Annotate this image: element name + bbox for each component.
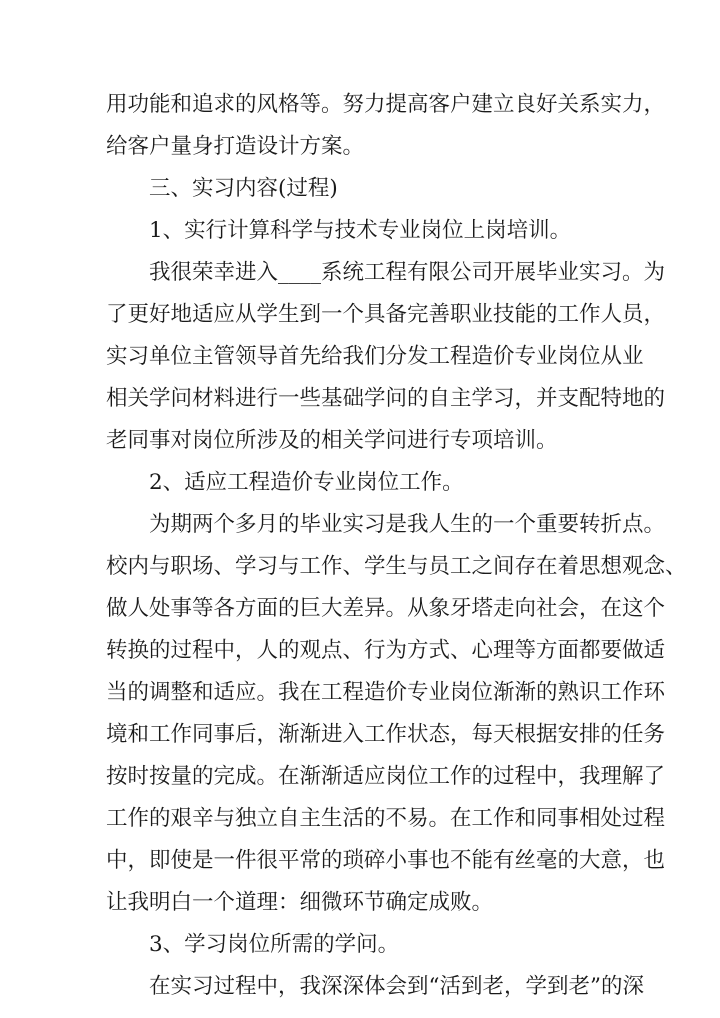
- text-line: 老同事对岗位所涉及的相关学问进行专项培训。: [106, 428, 558, 453]
- paragraph-line: [0, 840, 720, 882]
- paragraph-line: [0, 630, 720, 672]
- paragraph-line: [0, 966, 720, 1008]
- paragraph-line: [0, 672, 720, 714]
- text-line: 为期两个多月的毕业实习是我人生的一个重要转折点。: [149, 512, 666, 537]
- text-line: 按时按量的完成。在渐渐适应岗位工作的过程中，我理解了: [106, 764, 666, 789]
- text-line: 在实习过程中，我深深体会到“活到老，学到老”的深: [149, 974, 644, 999]
- subsection-heading: [0, 210, 720, 252]
- paragraph-line: [0, 294, 720, 336]
- subsection-heading: [0, 924, 720, 966]
- text-line: 相关学问材料进行一些基础学问的自主学习，并支配特地的: [106, 386, 666, 411]
- text-line: 给客户量身打造设计方案。: [106, 134, 365, 159]
- paragraph-line: [0, 798, 720, 840]
- paragraph-line: [0, 126, 720, 168]
- paragraph-line: [0, 588, 720, 630]
- text-line: 当的调整和适应。我在工程造价专业岗位渐渐的熟识工作环: [106, 680, 666, 705]
- paragraph-line: [0, 504, 720, 546]
- heading-text: 1、实行计算科学与技术专业岗位上岗培训。: [149, 218, 572, 243]
- text-line: 用功能和追求的风格等。努力提高客户建立良好关系实力，: [106, 92, 666, 117]
- paragraph-line: [0, 336, 720, 378]
- text-line: 了更好地适应从学生到一个具备完善职业技能的工作人员，: [106, 302, 666, 327]
- heading-text: 三、实习内容(过程): [149, 176, 338, 201]
- text-line: 让我明白一个道理：细微环节确定成败。: [106, 890, 494, 915]
- paragraph-line: [0, 546, 720, 588]
- text-line: 实习单位主管领导首先给我们分发工程造价专业岗位从业: [106, 344, 644, 369]
- text-line: 我很荣幸进入____系统工程有限公司开展毕业实习。为: [149, 260, 666, 285]
- text-line: 工作的艰辛与独立自主生活的不易。在工作和同事相处过程: [106, 806, 666, 831]
- heading-text: 3、学习岗位所需的学问。: [149, 932, 400, 957]
- paragraph-line: [0, 420, 720, 462]
- paragraph-line: [0, 882, 720, 924]
- heading-text: 2、适应工程造价专业岗位工作。: [149, 470, 464, 495]
- paragraph-line: [0, 378, 720, 420]
- text-line: 转换的过程中，人的观点、行为方式、心理等方面都要做适: [106, 638, 666, 663]
- text-line: 境和工作同事后，渐渐进入工作状态，每天根据安排的任务: [106, 722, 666, 747]
- text-line: 中，即使是一件很平常的琐碎小事也不能有丝毫的大意，也: [106, 848, 666, 873]
- paragraph-line: [0, 714, 720, 756]
- text-line: 校内与职场、学习与工作、学生与员工之间存在着思想观念、: [106, 554, 687, 579]
- paragraph-line: [0, 84, 720, 126]
- paragraph-line: [0, 252, 720, 294]
- section-heading: [0, 168, 720, 210]
- subsection-heading: [0, 462, 720, 504]
- text-line: 做人处事等各方面的巨大差异。从象牙塔走向社会，在这个: [106, 596, 666, 621]
- paragraph-line: [0, 756, 720, 798]
